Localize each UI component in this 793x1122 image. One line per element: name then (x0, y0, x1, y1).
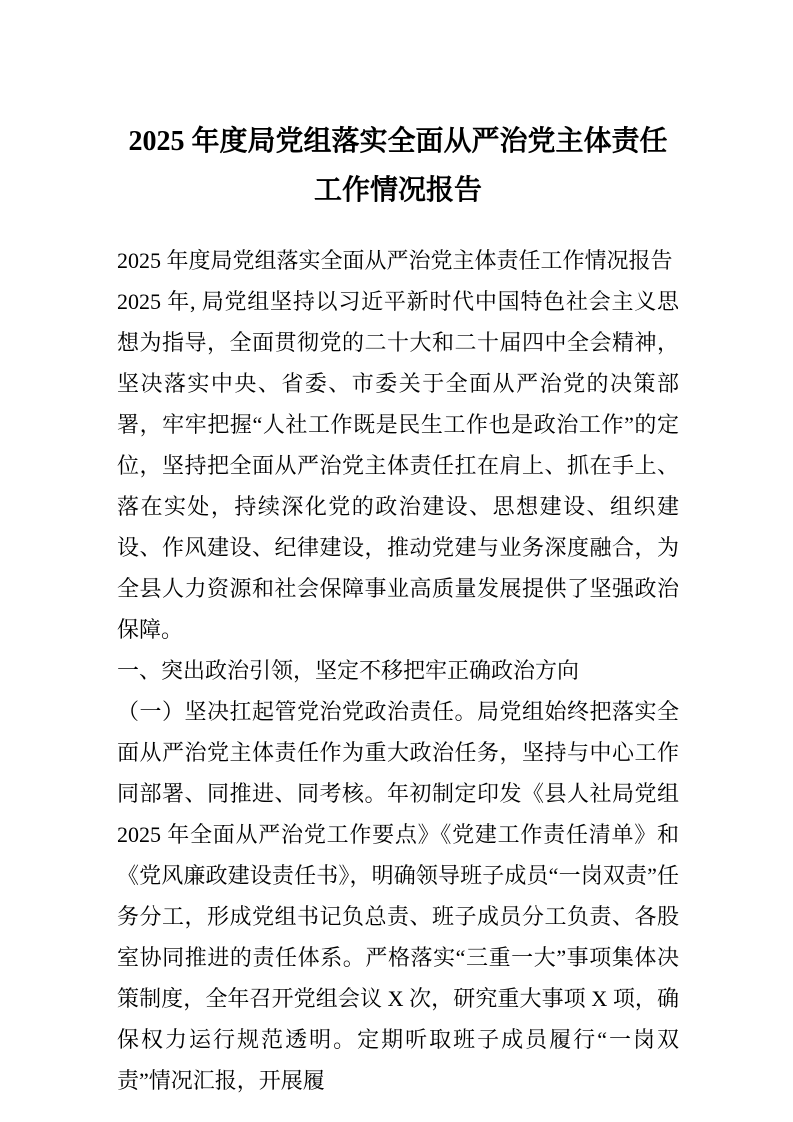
section-heading-1: 一、突出政治引领，坚定不移把牢正确政治方向 (117, 658, 580, 683)
paragraph-intro: 2025 年, 局党组坚持以习近平新时代中国特色社会主义思想为指导，全面贯彻党的二十大和二十届四中全会精神，坚决落实中央、省委、市委关于全面从严治党的决策部署，牢牢把握“人社工作既是民生工作也是政治工作”的定位，坚持把全面从严治党主体责任扛在肩上、抓在手上、落在实处，持续深化党的政治建设、思想建设、组织建设、作风建设、纪律建设，推动党建与业务深度融合，为全县人力资源和社会保障事业高质量发展提供了坚强政治保障。 (117, 289, 679, 642)
document-body (117, 240, 679, 1101)
paragraph-title-line: 2025 年度局党组落实全面从严治党主体责任工作情况报告 (117, 248, 673, 273)
document-title: 2025 年度局党组落实全面从严治党主体责任工作情况报告 (128, 126, 668, 206)
paragraph-section-1-1: （一）坚决扛起管党治党政治责任。局党组始终把落实全面从严治党主体责任作为重大政治任务，坚持与中心工作同部署、同推进、同考核。年初制定印发《县人社局党组 2025 年全面从严治党工作要点》《党建工作责任清单》和《党风廉政建设责任书》，明确领导班子成员“一岗双责”任务分工，形成党组书记负总责、班子成员分工负责、各股室协同推进的责任体系。严格落实“三重一大”事项集体决策制度，全年召开党组会议 X 次，研究重大事项 X 项，确保权力运行规范透明。定期听取班子成员履行“一岗双责”情况汇报，开展履 (117, 699, 679, 1093)
